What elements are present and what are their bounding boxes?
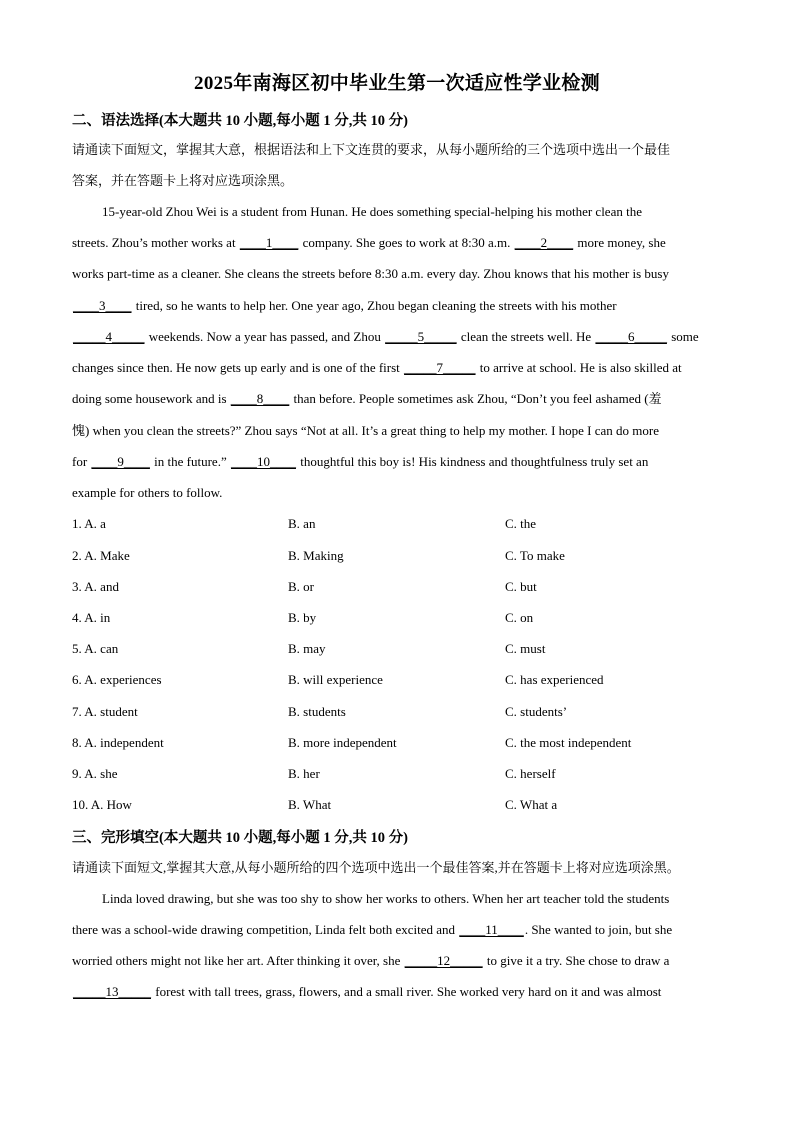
option-c: C. To make xyxy=(505,548,565,563)
option-a: 7. A. student xyxy=(72,704,138,719)
blank-8: ____8____ xyxy=(230,391,290,406)
section2-instruction-line1: 请通读下面短文，掌握其大意，根据语法和上下文连贯的要求，从每小题所给的三个选项中选出一个最佳 xyxy=(72,142,671,157)
option-b: B. her xyxy=(288,766,320,781)
passage2-text: weekends. Now a year has passed, and Zhou xyxy=(145,329,385,344)
option-c: C. on xyxy=(505,610,534,625)
passage2-text: for xyxy=(72,454,91,469)
option-c: C. has experienced xyxy=(505,672,604,687)
section2-heading: 二、语法选择(本大题共 10 小题,每小题 1 分,共 10 分) xyxy=(72,113,408,129)
passage2-line5 xyxy=(72,328,699,346)
blank-11: ____11____ xyxy=(459,922,524,937)
blank-12: _____12_____ xyxy=(404,953,483,968)
section3-instruction: 请通读下面短文,掌握其大意,从每小题所给的四个选项中选出一个最佳答案,并在答题卡上将对应选项涂黑。 xyxy=(72,860,680,875)
option-b: B. more independent xyxy=(288,735,397,750)
passage2-text: doing some housework and is xyxy=(72,391,230,406)
passage3-line3 xyxy=(72,952,669,970)
section3-heading: 三、完形填空(本大题共 10 小题,每小题 1 分,共 10 分) xyxy=(72,830,408,846)
passage2-line10: example for others to follow. xyxy=(72,485,223,500)
option-b: B. will experience xyxy=(288,672,383,687)
option-a: 10. A. How xyxy=(72,797,132,812)
option-c: C. the xyxy=(505,516,537,531)
passage2-text: clean the streets well. He xyxy=(457,329,595,344)
passage2-text: some xyxy=(667,329,699,344)
blank-7: _____7_____ xyxy=(404,360,476,375)
passage2-line2 xyxy=(72,234,666,252)
option-a: 8. A. independent xyxy=(72,735,164,750)
option-a: 5. A. can xyxy=(72,641,119,656)
option-c: C. but xyxy=(505,579,537,594)
option-b: B. What xyxy=(288,797,332,812)
option-a: 1. A. a xyxy=(72,516,106,531)
passage2-line4 xyxy=(72,297,617,315)
passage3-text: forest with tall trees, grass, flowers, and a small river. She worked very hard on it and was almost xyxy=(152,984,662,999)
passage2-text: tired, so he wants to help her. One year ago, Zhou began cleaning the streets with his mother xyxy=(132,298,617,313)
blank-4: _____4_____ xyxy=(73,329,145,344)
blank-1: ____1____ xyxy=(239,235,299,250)
passage3-text: to give it a try. She chose to draw a xyxy=(483,953,670,968)
passage2-text: than before. People sometimes ask Zhou, “Don’t you feel ashamed (羞 xyxy=(290,391,662,406)
passage2-line3: works part-time as a cleaner. She cleans the streets before 8:30 a.m. every day. Zhou knows that his mother is busy xyxy=(72,266,669,281)
passage2-text: streets. Zhou’s mother works at xyxy=(72,235,239,250)
blank-10: ____10____ xyxy=(230,454,296,469)
option-a: 4. A. in xyxy=(72,610,111,625)
passage2-text: changes since then. He now gets up early and is one of the first xyxy=(72,360,404,375)
option-b: B. may xyxy=(288,641,326,656)
section2-instruction-line2: 答案，并在答题卡上将对应选项涂黑。 xyxy=(72,173,294,188)
passage2-line8: 愧) when you clean the streets?” Zhou says “Not at all. It’s a great thing to help my mother. I hope I can do more xyxy=(72,423,659,438)
passage3-text: there was a school-wide drawing competition, Linda felt both excited and xyxy=(72,922,459,937)
blank-9: ____9____ xyxy=(91,454,150,469)
option-b: B. or xyxy=(288,579,314,594)
option-c: C. must xyxy=(505,641,546,656)
passage3-line1: Linda loved drawing, but she was too shy to show her works to others. When her art teacher told the students xyxy=(102,891,670,906)
passage2-line7 xyxy=(72,390,662,408)
passage2-line1: 15-year-old Zhou Wei is a student from Hunan. He does something special-helping his mother clean the xyxy=(102,204,642,219)
blank-13: _____13_____ xyxy=(73,984,151,999)
passage3-line2 xyxy=(72,921,672,939)
passage2-text: in the future.” xyxy=(150,454,230,469)
option-b: B. Making xyxy=(288,548,344,563)
option-c: C. the most independent xyxy=(505,735,632,750)
option-b: B. an xyxy=(288,516,316,531)
page-title: 2025年南海区初中毕业生第一次适应性学业检测 xyxy=(194,73,600,94)
blank-3: ____3____ xyxy=(73,298,132,313)
blank-2: ____2____ xyxy=(514,235,574,250)
passage2-line9 xyxy=(72,453,648,471)
passage2-text: company. She goes to work at 8:30 a.m. xyxy=(299,235,514,250)
passage3-line4 xyxy=(72,983,661,1001)
option-b: B. students xyxy=(288,704,346,719)
option-a: 9. A. she xyxy=(72,766,118,781)
passage2-text: more money, she xyxy=(574,235,666,250)
option-b: B. by xyxy=(288,610,317,625)
blank-5: _____5_____ xyxy=(385,329,457,344)
option-a: 2. A. Make xyxy=(72,548,130,563)
passage3-text: worried others might not like her art. After thinking it over, she xyxy=(72,953,404,968)
passage2-line6 xyxy=(72,359,682,377)
option-a: 6. A. experiences xyxy=(72,672,162,687)
passage3-text: . She wanted to join, but she xyxy=(524,922,673,937)
blank-6: _____6_____ xyxy=(595,329,667,344)
option-c: C. students’ xyxy=(505,704,568,719)
option-c: C. herself xyxy=(505,766,556,781)
option-a: 3. A. and xyxy=(72,579,119,594)
passage2-text: thoughtful this boy is! His kindness and thoughtfulness truly set an xyxy=(296,454,649,469)
option-c: C. What a xyxy=(505,797,558,812)
passage2-text: to arrive at school. He is also skilled at xyxy=(476,360,682,375)
